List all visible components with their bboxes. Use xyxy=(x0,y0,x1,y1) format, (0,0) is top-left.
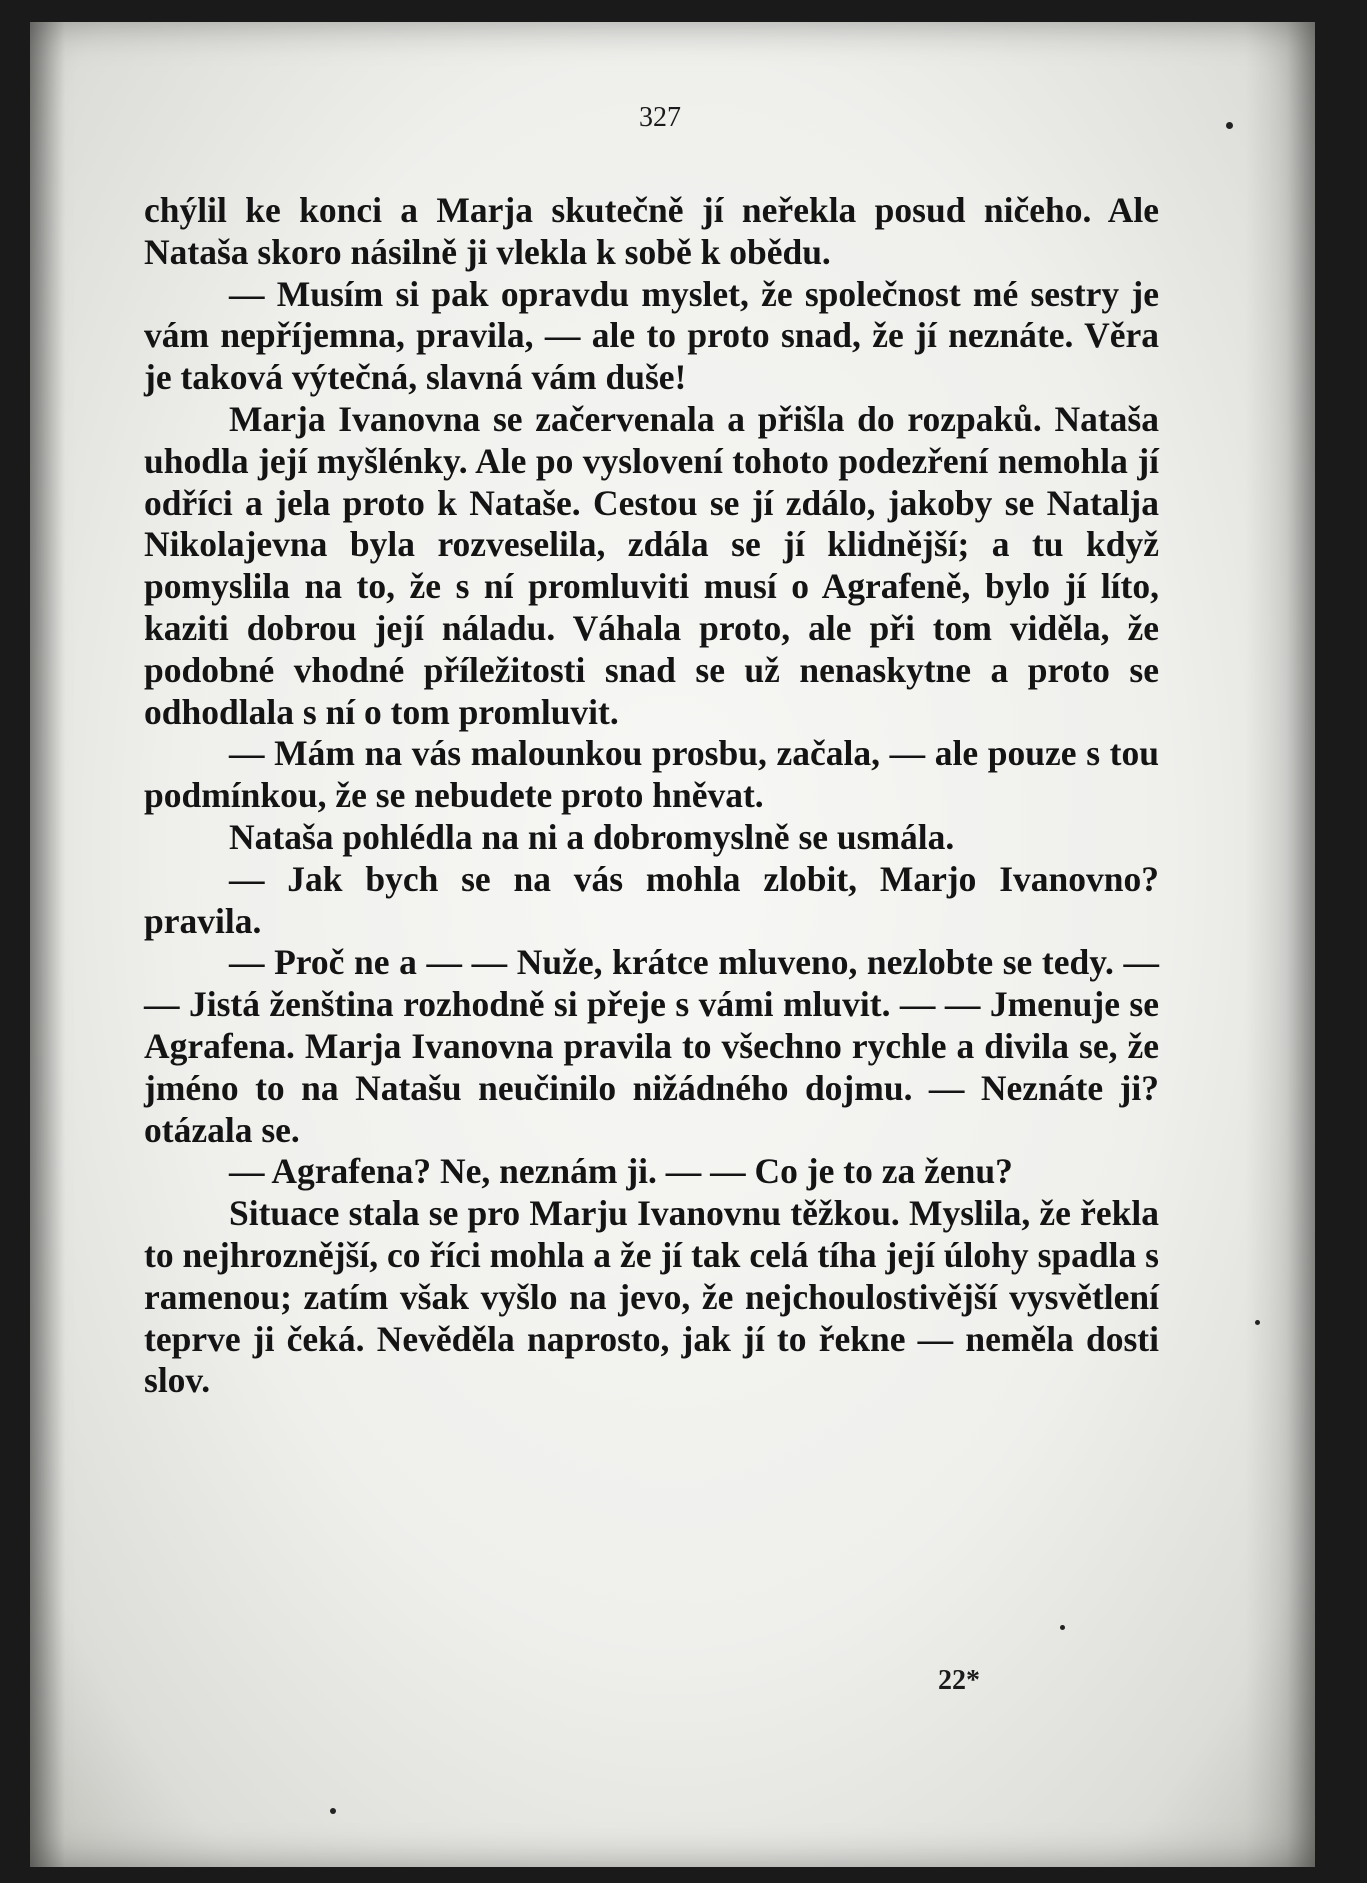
paragraph: Nataša pohlédla na ni a dobromyslně se usmála. xyxy=(229,816,955,857)
page-number: 327 xyxy=(639,102,681,133)
dust-speck xyxy=(1060,1625,1065,1630)
dust-speck xyxy=(1255,1320,1260,1325)
paragraph: — Musím si pak opravdu myslet, že společnost mé sestry je vám nepříjemna, pravila, — ale to proto snad, že jí neznáte. Věra je taková výtečná, slavná vám duše! xyxy=(144,273,1159,398)
paragraph: — Agrafena? Ne, neznám ji. — — Co je to za ženu? xyxy=(229,1151,1013,1192)
dust-speck xyxy=(1226,122,1233,129)
paragraph: — Proč ne a — — Nuže, krátce mluveno, nezlobte se tedy. — — Jistá ženština rozhodně si přeje s vámi mluvit. — — Jmenuje se Agrafena. Marja Ivanovna pravila to všechno rychle a divila se, že jméno to na Natašu neučinilo nižádného dojmu. — Neznáte ji? otázala se. xyxy=(144,942,1159,1150)
paragraph: — Mám na vás malounkou prosbu, začala, — ale pouze s tou podmínkou, že se nebudete proto hněvat. xyxy=(144,733,1159,816)
paragraph: — Jak bych se na vás mohla zlobit, Marjo Ivanovno? pravila. xyxy=(144,858,1159,941)
paragraph: Marja Ivanovna se začervenala a přišla do rozpaků. Nataša uhodla její myšlénky. Ale po vyslovení tohoto podezření nemohla jí odříci a jela proto k Nataše. Cestou se jí zdálo, jakoby se Natalja Nikolajevna byla rozveselila, zdála se jí klidnější; a tu když pomyslila na to, že s ní promluviti musí o Agrafeně, bylo jí líto, kaziti dobrou její náladu. Váhala proto, ale při tom viděla, že podobné vhodné příležitosti snad se už nenaskytne a proto se odhodlala s ní o tom promluvit. xyxy=(144,398,1159,732)
dust-speck xyxy=(330,1808,336,1814)
body-text xyxy=(144,190,1159,1402)
paragraph: chýlil ke konci a Marja skutečně jí neřekla posud ničeho. Ale Nataša skoro násilně ji vlekla k sobě k obědu. xyxy=(144,190,1159,272)
paragraph: Situace stala se pro Marju Ivanovnu těžkou. Myslila, že řekla to nejhroznější, co říci mohla a že jí tak celá tíha její úlohy spadla s ramenou; zatím však vyšlo na jevo, že nejchoulostivější vysvětlení teprve ji čeká. Nevěděla naprosto, jak jí to řekne — neměla dosti slov. xyxy=(144,1193,1159,1401)
printer-signature: 22* xyxy=(938,1665,980,1696)
